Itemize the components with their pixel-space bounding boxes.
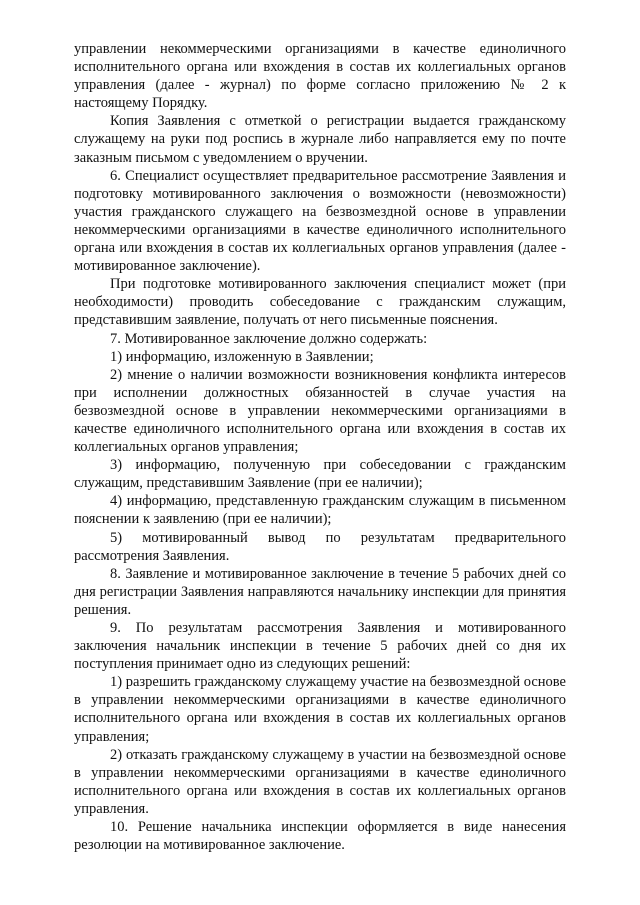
paragraph-item-8: 8. Заявление и мотивированное заключение в течение 5 рабочих дней со дня регистрации Заявления направляются начальнику инспекции для принятия решения.: [74, 565, 566, 618]
paragraph-item-9: 9. По результатам рассмотрения Заявления и мотивированного заключения начальник инспекции в течение 5 рабочих дней со дня их поступления принимает одно из следующих решений:: [74, 620, 566, 673]
paragraph-item-7: 7. Мотивированное заключение должно содержать:: [110, 330, 428, 347]
paragraph-item-7-sub-3: 3) информацию, полученную при собеседовании с гражданским служащим, представившим Заявление (при ее наличии);: [74, 457, 566, 492]
paragraph-item-10: 10. Решение начальника инспекции оформляется в виде нанесения резолюции на мотивированное заключение.: [74, 819, 566, 854]
paragraph-item-6: 6. Специалист осуществляет предварительное рассмотрение Заявления и подготовку мотивированного заключения о возможности (невозможности) участия гражданского служащего на безвозмездной основе в управлении некоммерческими организациями в качестве единоличного исполнительного органа или вхождения в состав их коллегиальных органов управления (далее - мотивированное заключение).: [74, 167, 566, 275]
paragraph-item-7-sub-4: 4) информацию, представленную гражданским служащим в письменном пояснении к заявлению (при ее наличии);: [74, 493, 566, 528]
paragraph-interview: При подготовке мотивированного заключения специалист может (при необходимости) проводить собеседование с гражданским служащим, представившим заявление, получать от него письменные пояснения.: [74, 276, 566, 329]
paragraph-item-7-sub-5: 5) мотивированный вывод по результатам предварительного рассмотрения Заявления.: [74, 529, 566, 564]
paragraph-item-9-sub-1: 1) разрешить гражданскому служащему участие на безвозмездной основе в управлении некоммерческими организациями в качестве единоличного исполнительного органа или вхождения в состав их коллегиальных органов управления;: [74, 674, 566, 745]
paragraph-item-9-sub-2: 2) отказать гражданскому служащему в участии на безвозмездной основе в управлении некоммерческими организациями в качестве единоличного исполнительного органа или вхождения в состав их коллегиальных органов управления.: [74, 746, 566, 817]
paragraph-item-7-sub-2: 2) мнение о наличии возможности возникновения конфликта интересов при исполнении должностных обязанностей в случае участия на безвозмездной основе в управлении некоммерческими организациями в качестве единоличного исполнительного органа или вхождения в состав их коллегиальных органов управления;: [74, 366, 566, 456]
paragraph-copy-of-application: Копия Заявления с отметкой о регистрации выдается гражданскому служащему на руки под роспись в журнале либо направляется ему по почте заказным письмом с уведомлением о вручении.: [74, 113, 566, 166]
document-body: [74, 40, 566, 854]
paragraph-item-7-sub-1: 1) информацию, изложенную в Заявлении;: [110, 348, 374, 365]
paragraph-journal-continuation: управлении некоммерческими организациями в качестве единоличного исполнительного органа или вхождения в состав их коллегиальных органов управления (далее - журнал) по форме согласно приложению № 2 к настоящему Порядку.: [74, 41, 566, 112]
